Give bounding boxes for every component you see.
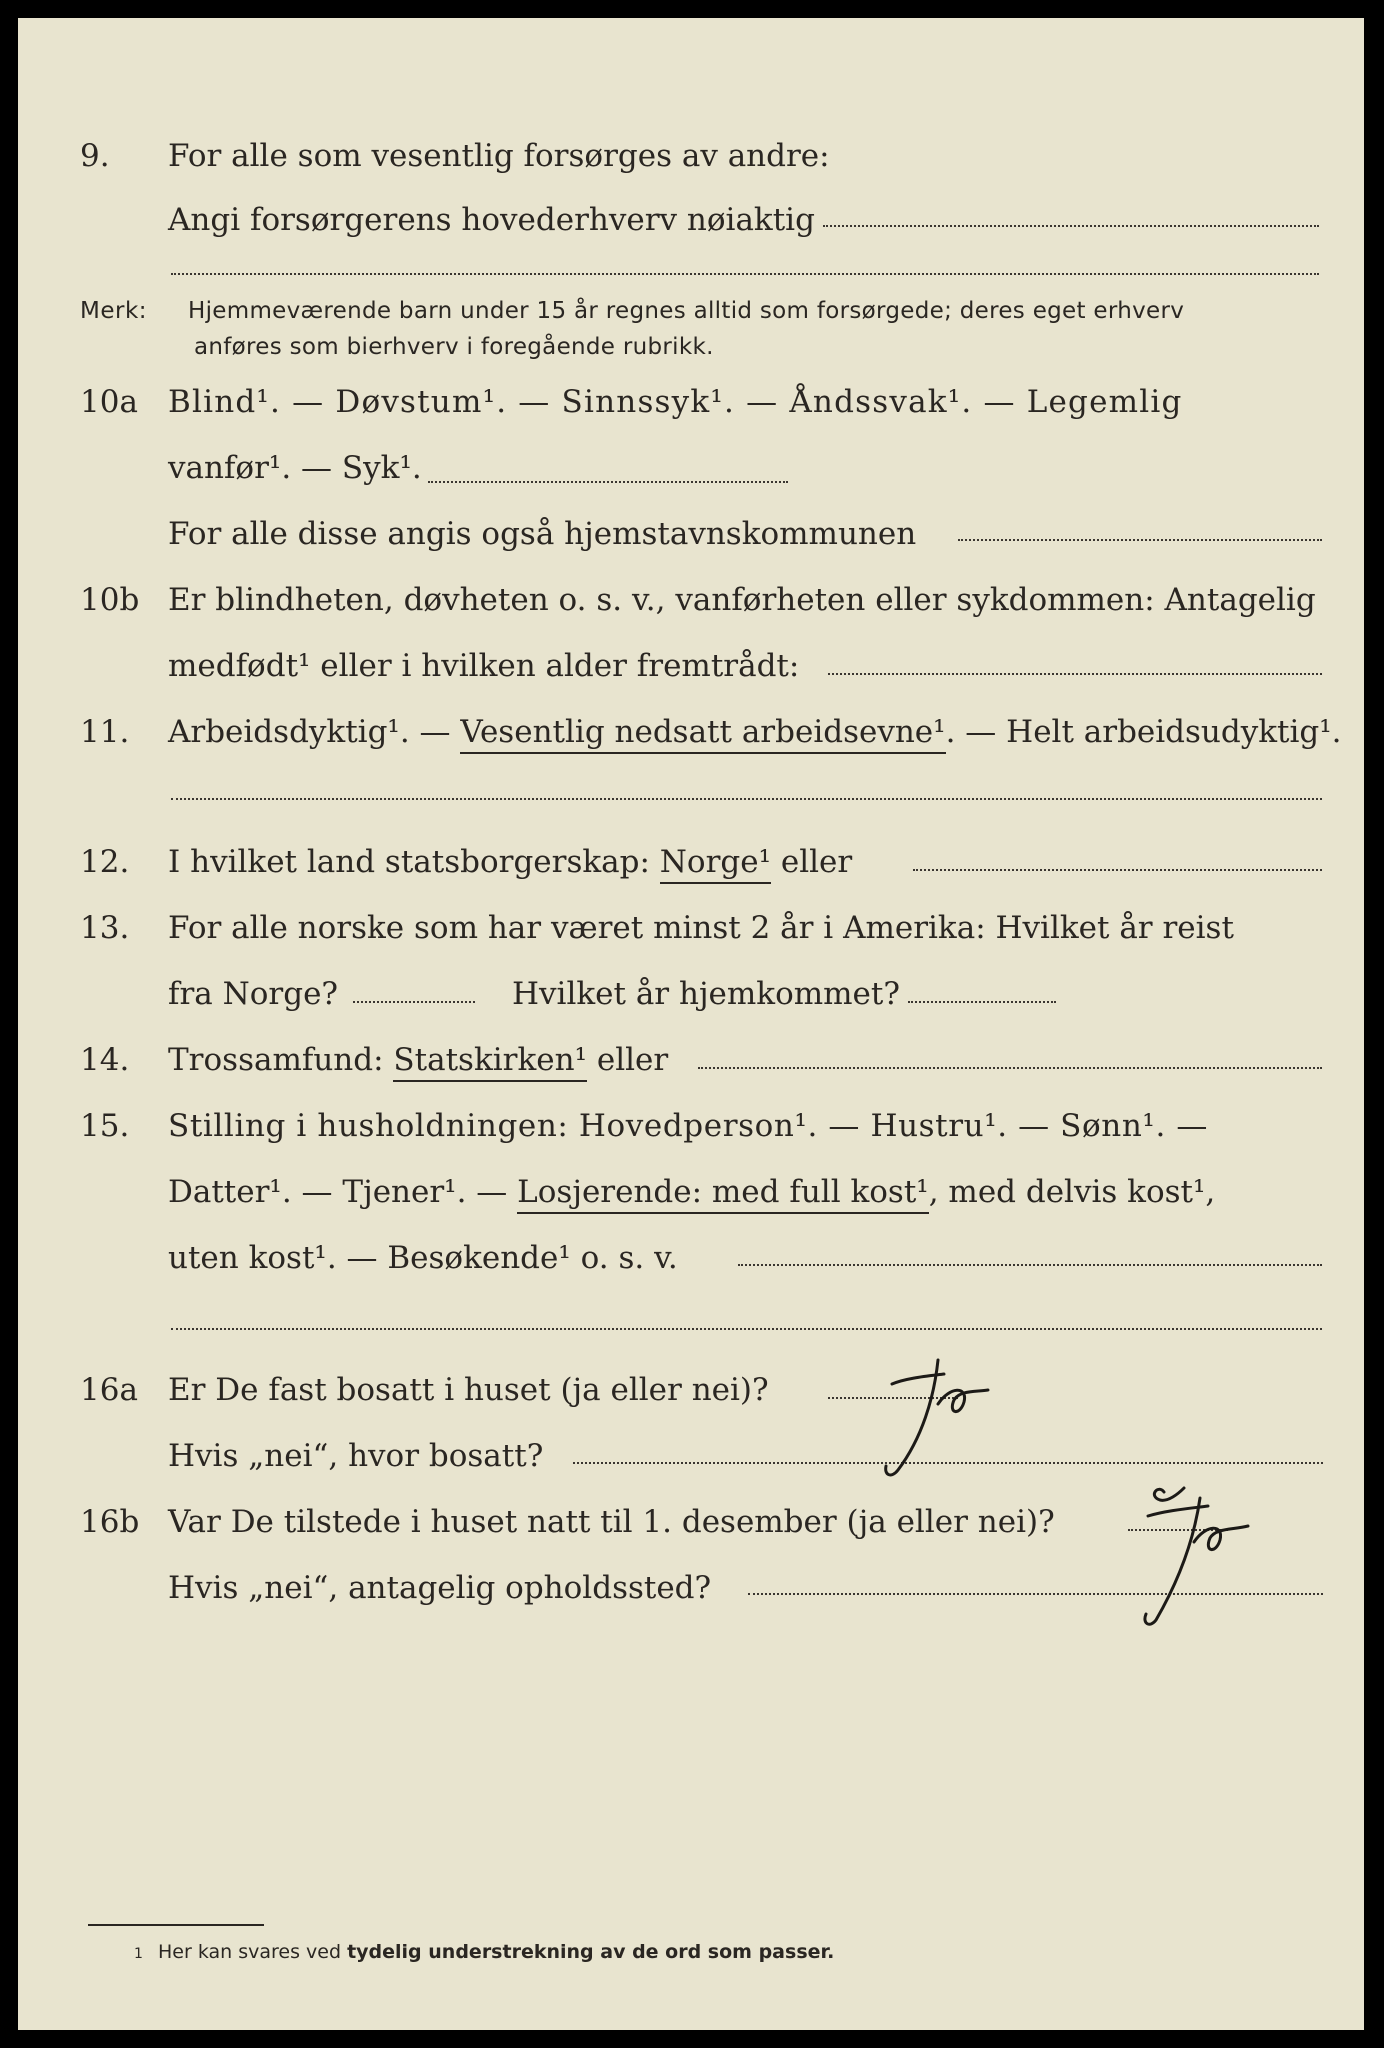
q12-option-norge-underlined: Norge¹ (660, 844, 771, 884)
q12-eller: eller (771, 844, 853, 880)
q10a-options: Blind¹. — Døvstum¹. — Sinnssyk¹. — Åndssvak¹. — Legemlig (168, 384, 1183, 420)
q10b-number: 10b (80, 582, 140, 618)
q10b-answer-field[interactable] (828, 673, 1322, 675)
q9-question: For alle som vesentlig forsørges av andre: (168, 138, 830, 174)
q14-option-statskirken-underlined: Statskirken¹ (393, 1042, 587, 1082)
q9-answer-field[interactable] (823, 225, 1319, 227)
merk-note-line2: anføres som bierhverv i foregående rubrikk. (194, 334, 714, 360)
q15-answer-field-2[interactable] (171, 1328, 1322, 1330)
merk-label: Merk: (80, 298, 148, 324)
q16b-followup: Hvis „nei“, antagelig opholdssted? (168, 1570, 712, 1606)
q15-options: Stilling i husholdningen: Hovedperson¹. — Hustru¹. — Sønn¹. — (168, 1108, 1208, 1144)
q11-options (168, 712, 1342, 752)
q14-number: 14. (80, 1042, 130, 1078)
q15-delvis-kost: , med delvis kost¹, (928, 1174, 1216, 1210)
q11-option-helt-udyktig: . — Helt arbeidsudyktig¹. (945, 714, 1342, 750)
q13-question: For alle norske som har været minst 2 år i Amerika: Hvilket år reist (168, 910, 1234, 946)
q12-question (168, 842, 852, 882)
q15-options-line2 (168, 1172, 1215, 1212)
footnote-rule (88, 1924, 264, 1926)
footnote-number: 1 (134, 1946, 143, 1962)
q10a-hjemstavn-field[interactable] (958, 539, 1322, 541)
q10a-number: 10a (80, 384, 138, 420)
footnote-text: Her kan svares ved (158, 1941, 348, 1963)
q13-hjemkommet-label: Hvilket år hjemkommet? (512, 976, 900, 1012)
q13-number: 13. (80, 910, 130, 946)
q14-answer-field[interactable] (698, 1067, 1322, 1069)
q15-options-line3: uten kost¹. — Besøkende¹ o. s. v. (168, 1240, 678, 1276)
q10a-options-line2: vanfør¹. — Syk¹. (168, 450, 422, 486)
q12-answer-field[interactable] (913, 869, 1322, 871)
merk-note-line1: Hjemmeværende barn under 15 år regnes alltid som forsørgede; deres eget erhverv (188, 298, 1185, 324)
q12-label: I hvilket land statsborgerskap: (168, 844, 660, 880)
q14-label: Trossamfund: (168, 1042, 394, 1078)
q14-eller: eller (587, 1042, 669, 1078)
q13-reist-label: fra Norge? (168, 976, 339, 1012)
q9-question-line2: Angi forsørgerens hovederhverv nøiaktig (168, 202, 815, 238)
q9-number: 9. (80, 138, 110, 174)
q11-answer-field[interactable] (171, 798, 1322, 800)
q13-reist-field[interactable] (353, 1001, 475, 1003)
q15-number: 15. (80, 1108, 130, 1144)
q10a-hjemstavn: For alle disse angis også hjemstavnskommunen (168, 516, 917, 552)
q15-answer-field[interactable] (738, 1264, 1322, 1266)
q10b-question-line2: medfødt¹ eller i hvilken alder fremtrådt: (168, 648, 800, 684)
q16a-question: Er De fast bosatt i huset (ja eller nei)? (168, 1372, 769, 1408)
q11-option-vesentlig-nedsatt-underlined: Vesentlig nedsatt arbeidsevne¹ (460, 714, 945, 754)
q11-number: 11. (80, 714, 130, 750)
q16b-handwritten-answer (1128, 1470, 1278, 1640)
census-form-page (18, 18, 1364, 2030)
q9-answer-field-2[interactable] (171, 273, 1319, 275)
q13-hjemkommet-field[interactable] (908, 1001, 1056, 1003)
footnote-emphasis: tydelig understrekning av de ord som passer. (347, 1941, 835, 1963)
q10a-answer-field[interactable] (428, 481, 788, 483)
q15-datter-tjener: Datter¹. — Tjener¹. — (168, 1174, 518, 1210)
q16a-handwritten-answer (876, 1338, 1026, 1488)
q16a-number: 16a (80, 1372, 138, 1408)
q10b-question: Er blindheten, døvheten o. s. v., vanførheten eller sykdommen: Antagelig (168, 582, 1316, 618)
footnote (158, 1941, 834, 1963)
q16b-question: Var De tilstede i huset natt til 1. desember (ja eller nei)? (168, 1504, 1055, 1540)
q12-number: 12. (80, 844, 130, 880)
q16b-number: 16b (80, 1504, 140, 1540)
q16a-followup: Hvis „nei“, hvor bosatt? (168, 1438, 544, 1474)
q11-option-arbeidsdyktig: Arbeidsdyktig¹. — (168, 714, 461, 750)
q14-question (168, 1040, 668, 1080)
q15-option-losjerende-full-kost-underlined: Losjerende: med full kost¹ (517, 1174, 929, 1214)
